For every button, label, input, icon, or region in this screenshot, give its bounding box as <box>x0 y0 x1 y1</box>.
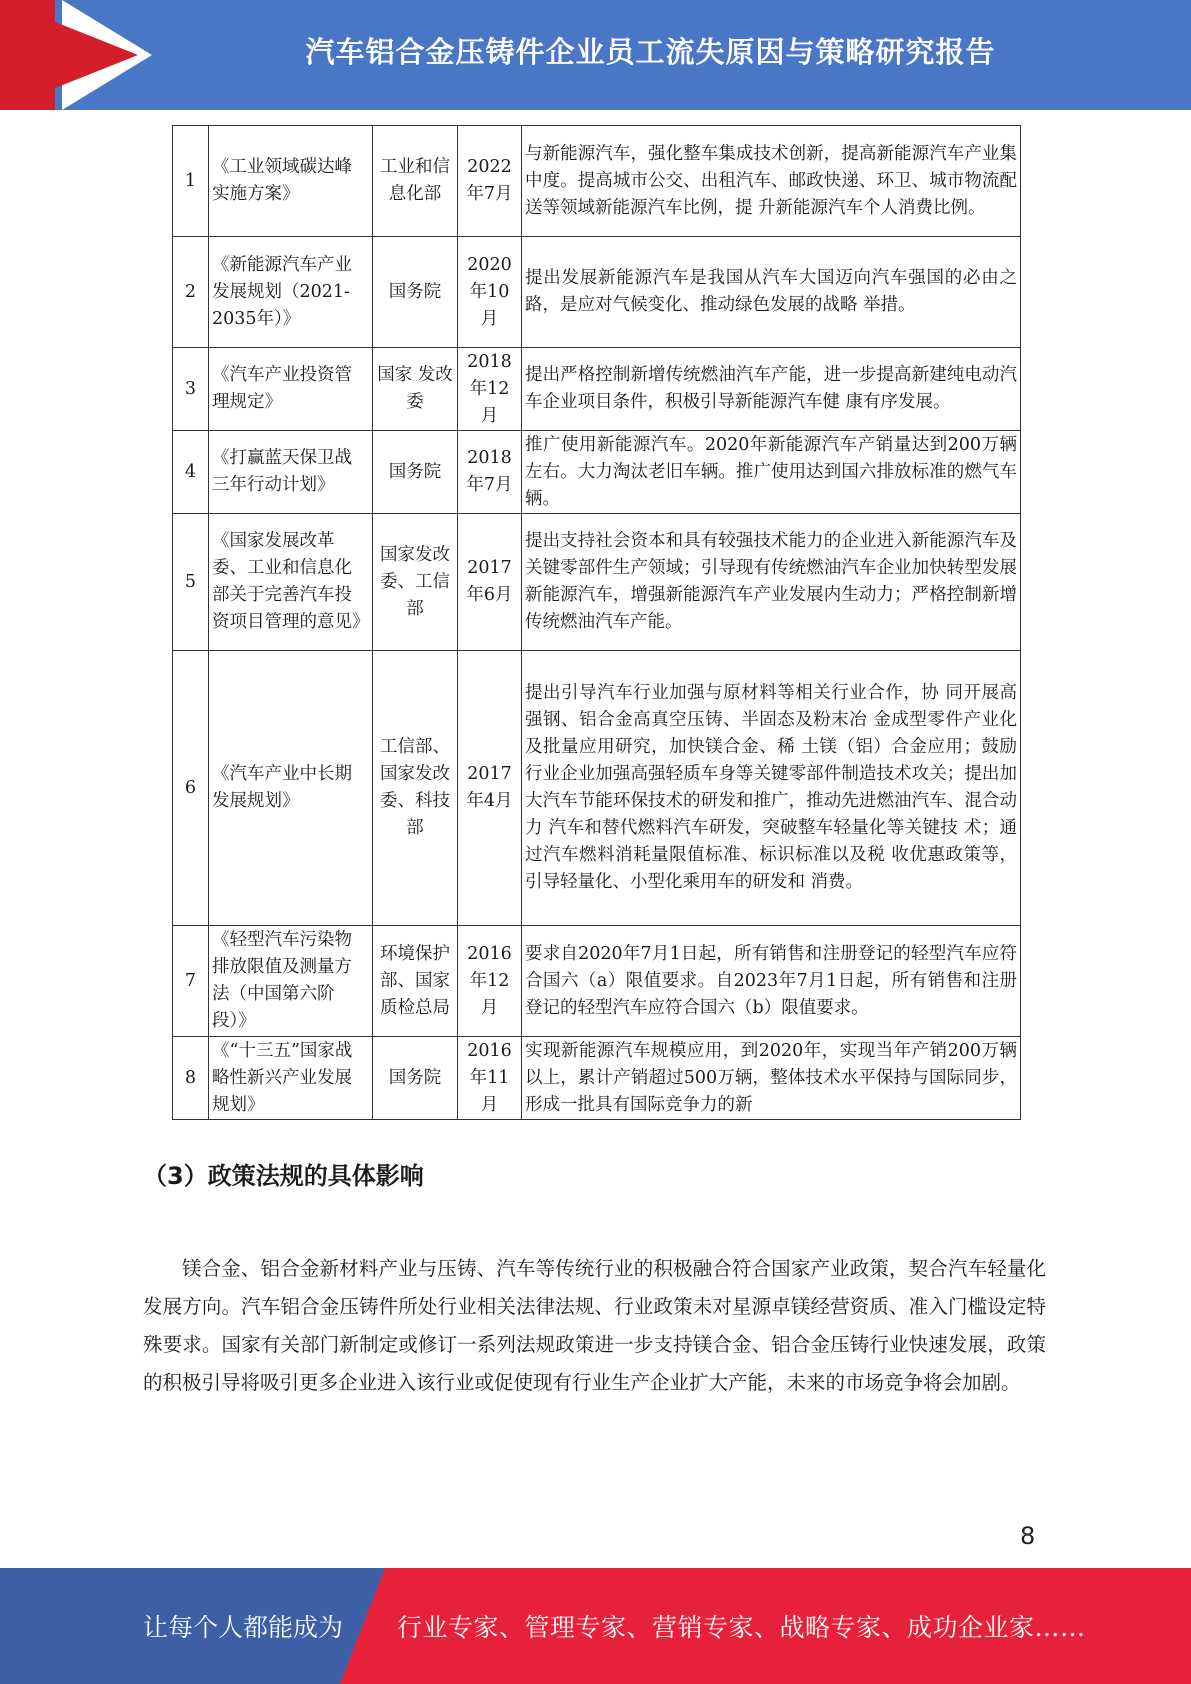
policy-name: 《“十三五”国家战略性新兴产业发展规划》 <box>209 1037 373 1120</box>
issuing-department: 工信部、国家发改委、科技部 <box>373 651 458 926</box>
row-number: 6 <box>173 651 209 926</box>
page-number: 8 <box>1020 1522 1036 1550</box>
table-row <box>173 126 1021 237</box>
row-number: 1 <box>173 126 209 237</box>
row-number: 5 <box>173 514 209 651</box>
row-number: 4 <box>173 431 209 514</box>
policy-name: 《汽车产业投资管理规定》 <box>209 348 373 431</box>
issue-date: 2020年10月 <box>458 237 522 348</box>
row-number: 8 <box>173 1037 209 1120</box>
body-paragraph: 镁合金、铝合金新材料产业与压铸、汽车等传统行业的积极融合符合国家产业政策，契合汽车轻量化发展方向。汽车铝合金压铸件所处行业相关法律法规、行业政策未对星源卓镁经营资质、准入门槛设定特殊要求。国家有关部门新制定或修订一系列法规政策进一步支持镁合金、铝合金压铸行业快速发展，政策的积极引导将吸引更多企业进入该行业或促使现有行业生产企业扩大产能，未来的市场竞争将会加剧。 <box>143 1256 1046 1394</box>
issue-date: 2017年6月 <box>458 514 522 651</box>
policy-content: 实现新能源汽车规模应用，到2020年，实现当年产销200万辆以上，累计产销超过500万辆，整体技术水平保持与国际同步，形成一批具有国际竞争力的新 <box>522 1037 1021 1120</box>
policy-name: 《工业领域碳达峰实施方案》 <box>209 126 373 237</box>
header-red-chevron <box>0 0 138 110</box>
report-title: 汽车铝合金压铸件企业员工流失原因与策略研究报告 <box>305 35 996 69</box>
footer-slogan-left: 让每个人都能成为 <box>143 1613 344 1642</box>
policy-table <box>172 125 1021 1120</box>
policy-content: 要求自2020年7月1日起，所有销售和注册登记的轻型汽车应符合国六（a）限值要求。自2023年7月1日起，所有销售和注册登记的轻型汽车应符合国六（b）限值要求。 <box>522 926 1021 1037</box>
table-row <box>173 237 1021 348</box>
table-row <box>173 1037 1021 1120</box>
issuing-department: 环境保护部、国家质检总局 <box>373 926 458 1037</box>
table-row <box>173 651 1021 926</box>
section-heading: （3）政策法规的具体影响 <box>143 1162 424 1190</box>
table-row <box>173 926 1021 1037</box>
issuing-department: 国家发改委、工信部 <box>373 514 458 651</box>
table-row <box>173 514 1021 651</box>
policy-name: 《打赢蓝天保卫战三年行动计划》 <box>209 431 373 514</box>
policy-content: 提出引导汽车行业加强与原材料等相关行业合作，协 同开展高强钢、铝合金高真空压铸、半固态及粉末冶 金成型零件产业化及批量应用研究，加快镁合金、稀 土镁（铝）合金应用；鼓励行业企业加强高强轻质车身等关键零部件制造技术攻关；提出加大汽车节能环保技术的研发和推广，推动先进燃油汽车、混合动力 汽车和替代燃料汽车研发，突破整车轻量化等关键技 术；通过汽车燃料消耗量限值标准、标识标准以及税 收优惠政策等，引导轻量化、小型化乘用车的研发和 消费。 <box>522 651 1021 926</box>
footer-blue-slant <box>340 1568 385 1684</box>
issuing-department: 国家 发改委 <box>373 348 458 431</box>
table-row <box>173 431 1021 514</box>
issue-date: 2016年11月 <box>458 1037 522 1120</box>
policy-name: 《国家发展改革委、工业和信息化部关于完善汽车投资项目管理的意见》 <box>209 514 373 651</box>
policy-name: 《汽车产业中长期发展规划》 <box>209 651 373 926</box>
policy-content: 推广使用新能源汽车。2020年新能源汽车产销量达到200万辆左右。大力淘汰老旧车辆。推广使用达到国六排放标准的燃气车辆。 <box>522 431 1021 514</box>
policy-name: 《新能源汽车产业发展规划（2021-2035年）》 <box>209 237 373 348</box>
table-row <box>173 348 1021 431</box>
policy-name: 《轻型汽车污染物排放限值及测量方法（中国第六阶段）》 <box>209 926 373 1037</box>
issue-date: 2022年7月 <box>458 126 522 237</box>
issue-date: 2017年4月 <box>458 651 522 926</box>
policy-content: 提出发展新能源汽车是我国从汽车大国迈向汽车强国的必由之路，是应对气候变化、推动绿色发展的战略 举措。 <box>522 237 1021 348</box>
policy-content: 提出严格控制新增传统燃油汽车产能，进一步提高新建纯电动汽车企业项目条件，积极引导新能源汽车健 康有序发展。 <box>522 348 1021 431</box>
issue-date: 2016年12月 <box>458 926 522 1037</box>
issue-date: 2018年12月 <box>458 348 522 431</box>
row-number: 2 <box>173 237 209 348</box>
issue-date: 2018年7月 <box>458 431 522 514</box>
footer-slogan-right: 行业专家、管理专家、营销专家、战略专家、成功企业家…… <box>397 1613 1086 1642</box>
row-number: 3 <box>173 348 209 431</box>
issuing-department: 国务院 <box>373 1037 458 1120</box>
issuing-department: 工业和信息化部 <box>373 126 458 237</box>
page-footer <box>0 1568 1191 1684</box>
row-number: 7 <box>173 926 209 1037</box>
policy-content: 与新能源汽车，强化整车集成技术创新，提高新能源汽车产业集中度。提高城市公交、出租汽车、邮政快递、环卫、城市物流配送等领域新能源汽车比例，提 升新能源汽车个人消费比例。 <box>522 126 1021 237</box>
policy-content: 提出支持社会资本和具有较强技术能力的企业进入新能源汽车及关键零部件生产领域；引导现有传统燃油汽车企业加快转型发展新能源汽车，增强新能源汽车产业发展内生动力；严格控制新增传统燃油汽车产能。 <box>522 514 1021 651</box>
page-header <box>0 0 1191 110</box>
issuing-department: 国务院 <box>373 431 458 514</box>
issuing-department: 国务院 <box>373 237 458 348</box>
